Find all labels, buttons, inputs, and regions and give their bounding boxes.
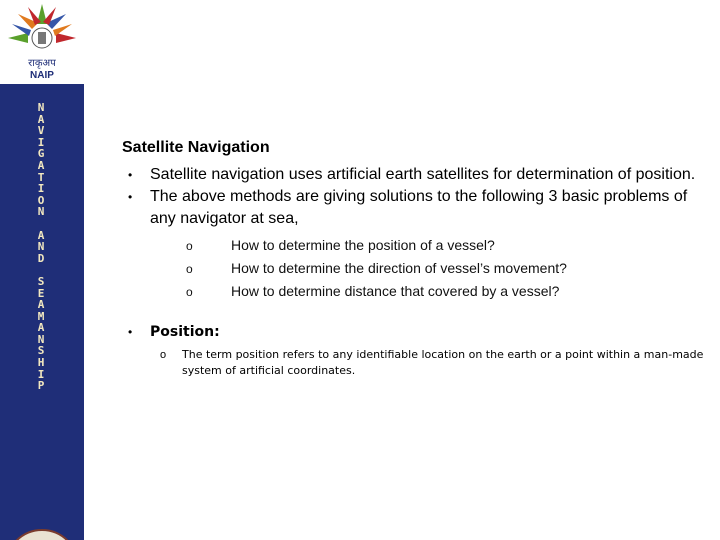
- svg-text:राकृअप: राकृअप: [28, 58, 56, 69]
- vertical-title-letter: N: [37, 240, 45, 254]
- vertical-title-letter: H: [37, 356, 45, 370]
- sub-item: [122, 257, 702, 280]
- vertical-title-letter: A: [37, 112, 45, 126]
- sub-item: [122, 280, 702, 303]
- bullet-icon: •: [128, 168, 133, 182]
- vertical-title-letter: S: [37, 344, 45, 358]
- circle-bullet-icon: o: [186, 239, 193, 253]
- bullet-item: [122, 186, 702, 230]
- circle-bullet-icon: o: [160, 349, 167, 361]
- vertical-title-letter: E: [37, 286, 45, 300]
- sidebar: [0, 84, 84, 540]
- vertical-title-gap: [28, 218, 54, 230]
- slide-content: [122, 138, 702, 379]
- vertical-title-letter: P: [37, 379, 45, 393]
- bullet-icon: •: [128, 325, 133, 339]
- vertical-title-letter: M: [37, 309, 45, 323]
- vertical-title-letter: N: [37, 332, 45, 346]
- vertical-title-letter: I: [37, 367, 45, 381]
- vertical-title-letter: A: [37, 158, 45, 172]
- vertical-title-letter: A: [37, 298, 45, 312]
- naip-logo: [0, 0, 84, 84]
- vertical-title-letter: N: [37, 205, 45, 219]
- svg-text:NAIP: NAIP: [30, 70, 54, 81]
- bullet-text: Satellite navigation uses artificial earth satellites for determination of position.: [150, 166, 696, 183]
- vertical-title: [28, 102, 54, 392]
- vertical-title-letter: G: [37, 147, 45, 161]
- slide-title: Satellite Navigation: [122, 139, 270, 156]
- vertical-title-letter: T: [37, 170, 45, 184]
- sub-item-text: How to determine the direction of vessel’s movement?: [231, 260, 567, 276]
- vertical-title-letter: S: [37, 274, 45, 288]
- college-seal-icon: [0, 516, 84, 540]
- vertical-title-letter: V: [37, 124, 45, 138]
- bullet-text: The above methods are giving solutions to the following 3 basic problems of any navigator at sea,: [150, 188, 688, 227]
- vertical-title-letter: I: [37, 182, 45, 196]
- position-definition-item: [122, 347, 720, 379]
- vertical-title-letter: D: [37, 251, 45, 265]
- naip-emblem-icon: [0, 0, 84, 84]
- bullet-icon: •: [128, 190, 133, 204]
- vertical-title-letter: N: [37, 101, 45, 114]
- vertical-title-letter: I: [37, 135, 45, 149]
- vertical-title-letter: A: [37, 321, 45, 335]
- position-heading: Position:: [150, 324, 220, 340]
- vertical-title-letter: A: [37, 228, 45, 242]
- sub-item-text: How to determine the position of a vessel?: [231, 237, 495, 253]
- vertical-title-letter: O: [37, 193, 45, 207]
- position-heading-item: [122, 323, 702, 341]
- sub-list: [122, 234, 702, 303]
- circle-bullet-icon: o: [186, 262, 193, 276]
- circle-bullet-icon: o: [186, 285, 193, 299]
- position-definition: The term position refers to any identifiable location on the earth or a point within a man-made system of artificial coordinates.: [182, 348, 704, 377]
- bullet-item: [122, 164, 702, 186]
- sub-item: [122, 234, 702, 257]
- sub-item-text: How to determine distance that covered by a vessel?: [231, 283, 560, 299]
